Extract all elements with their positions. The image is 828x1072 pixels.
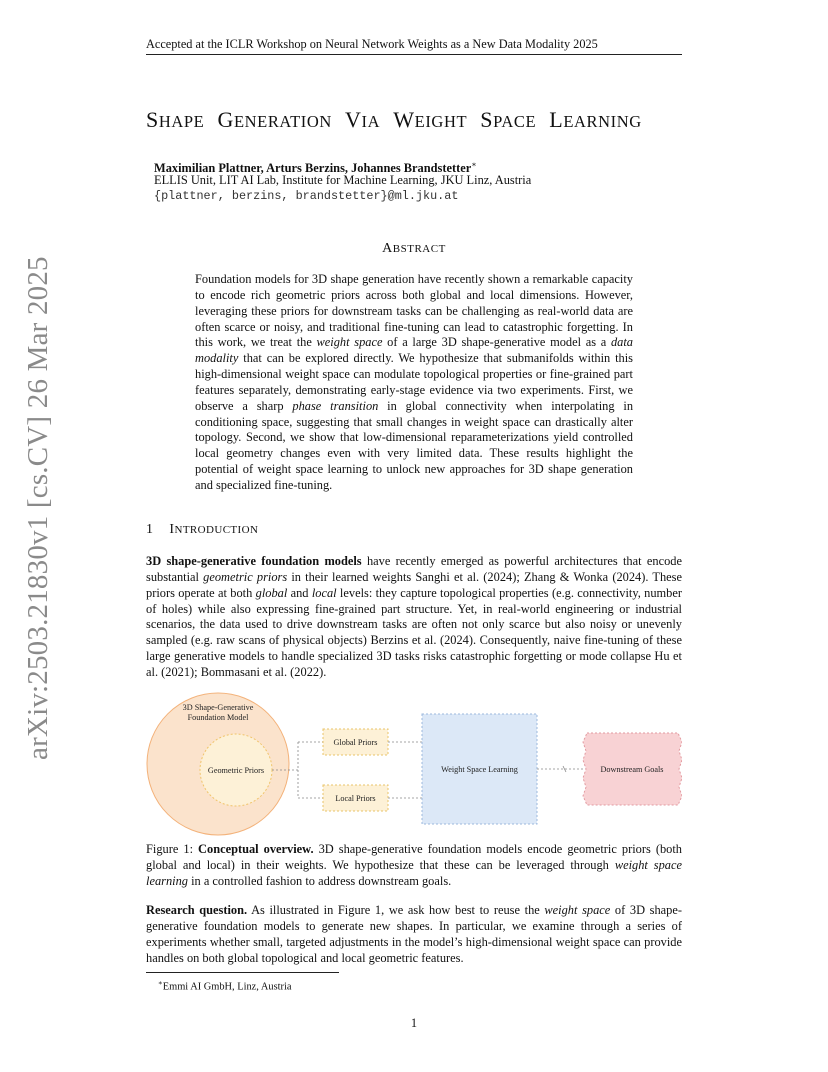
downstream-goals-label: Downstream Goals bbox=[600, 765, 664, 774]
foundation-model-label-line1: 3D Shape-Generative bbox=[182, 703, 254, 712]
local-priors-label: Local Priors bbox=[335, 794, 376, 803]
figure-1-conceptual-overview bbox=[146, 692, 682, 838]
arxiv-stamp: arXiv:2503.21830v1 [cs.CV] 26 Mar 2025 bbox=[22, 256, 54, 760]
text-run: weight space bbox=[544, 903, 611, 917]
abstract-heading: ABSTRACT bbox=[382, 241, 446, 256]
text-run: of 3D shape-generative foundation models to generate new shapes. In particular, we examine through a series of experiments whether small, targeted adjustments in the model’s high-dimensional weight space can provide handles on both global topological and local geometric features. bbox=[146, 903, 682, 965]
text-run: in global connectivity when interpolating in conditioning space, suggesting that small changes in weight space can drastically alter topology. Second, we show that low-dimensional reparameterizations yield controlled local geometry changes even with very limited data. These results highlight the potential of weight space learning to unlock new approaches for 3D shape generation and specialized fine-tuning. bbox=[195, 398, 634, 492]
author-emails: {plattner, berzins, brandstetter}@ml.jku.at bbox=[154, 189, 459, 203]
introduction-paragraph bbox=[146, 554, 682, 681]
section-heading-introduction: 1 INTRODUCTION bbox=[146, 522, 259, 537]
text-run: 3D shape-generative foundation models bbox=[146, 554, 362, 568]
title-word: WEIGHT bbox=[393, 107, 468, 132]
footnote-mark: ∗ bbox=[158, 979, 163, 987]
foundation-model-label-line2: Foundation Model bbox=[187, 713, 249, 722]
title-word: SHAPE bbox=[146, 107, 205, 132]
text-run: local bbox=[311, 585, 337, 600]
text-run: geometric priors bbox=[203, 569, 288, 584]
running-head: Accepted at the ICLR Workshop on Neural Network Weights as a New Data Modality 2025 bbox=[146, 37, 598, 51]
text-run: have recently emerged as powerful architectures that encode substantial bbox=[146, 554, 682, 584]
text-run: global bbox=[255, 585, 288, 600]
text-run: phase transition bbox=[292, 398, 379, 413]
text-run: As illustrated in Figure 1, we ask how best to reuse the bbox=[247, 903, 545, 917]
weight-space-learning-label: Weight Space Learning bbox=[441, 765, 518, 774]
global-priors-label: Global Priors bbox=[333, 738, 378, 747]
footnote-rule bbox=[146, 972, 339, 973]
paper-title bbox=[146, 106, 746, 136]
abstract-body bbox=[195, 272, 633, 494]
text-run: data modality bbox=[195, 335, 633, 366]
text-run: and bbox=[287, 585, 312, 600]
research-question-paragraph bbox=[146, 903, 682, 966]
header-rule bbox=[146, 54, 682, 55]
text-run: weight space bbox=[316, 335, 383, 350]
affiliation: ELLIS Unit, LIT AI Lab, Institute for Machine Learning, JKU Linz, Austria bbox=[154, 173, 532, 187]
title-word: LEARNING bbox=[549, 107, 642, 132]
geometric-priors-label: Geometric Priors bbox=[207, 766, 265, 775]
text-run: 3D shape-generative foundation models encode geometric priors (both global and local) in their weights. We hypothesize that these can be leveraged through bbox=[146, 842, 682, 872]
footnote: ∗Emmi AI GmbH, Linz, Austria bbox=[158, 979, 292, 993]
text-run: weight space learning bbox=[146, 857, 682, 888]
figure-1-caption bbox=[146, 842, 682, 890]
text-run: Research question. bbox=[146, 903, 248, 917]
title-word: GENERATION bbox=[217, 107, 332, 132]
title-word: VIA bbox=[345, 107, 381, 132]
figure-1-diagram bbox=[146, 692, 682, 838]
text-run: levels: they capture topological properties (e.g. connectivity, number of holes) while also expressing fine-grained part structure. Yet, in real-world engineering or industrial scenarios, the data used to drive downstream tasks are often not only scarce but also noisy or unevenly sampled (e.g. raw scans of physical objects) Berzins et al. (2024). Consequently, naive fine-tuning of these large generative models to handle specialized 3D tasks risks catastrophic forgetting or mode collapse Hu et al. (2021); Bommasani et al. (2022). bbox=[146, 585, 682, 679]
page-number: 1 bbox=[410, 1016, 418, 1030]
text-run: in their learned weights Sanghi et al. (2024); Zhang & Wonka (2024). These priors operate at both bbox=[146, 569, 682, 600]
text-run: Conceptual overview. bbox=[198, 842, 314, 856]
text-run: in a controlled fashion to address downstream goals. bbox=[188, 873, 452, 888]
author-footnote-mark: ∗ bbox=[471, 160, 477, 169]
text-run: Foundation models for 3D shape generation have recently shown a remarkable capacity to encode rich geometric priors across both global and local dimensions. However, leveraging these priors for downstream tasks can be challenging as real-world data are often scarce or noisy, and traditional fine-tuning can lead to catastrophic forgetting. In this work, we treat the bbox=[195, 272, 633, 350]
author-list: Maximilian Plattner, Arturs Berzins, Johannes Brandstetter∗ bbox=[154, 160, 477, 176]
text-run: that can be explored directly. We hypothesize that submanifolds within this high-dimensional weight space can modulate topological properties or fine-grained part features separately, demonstrating early-stage evidence via two experiments. First, we observe a sharp bbox=[195, 351, 633, 413]
title-word: SPACE bbox=[480, 107, 537, 132]
text-run: Figure 1: bbox=[146, 842, 199, 856]
text-run: of a large 3D shape-generative model as a bbox=[382, 335, 611, 350]
